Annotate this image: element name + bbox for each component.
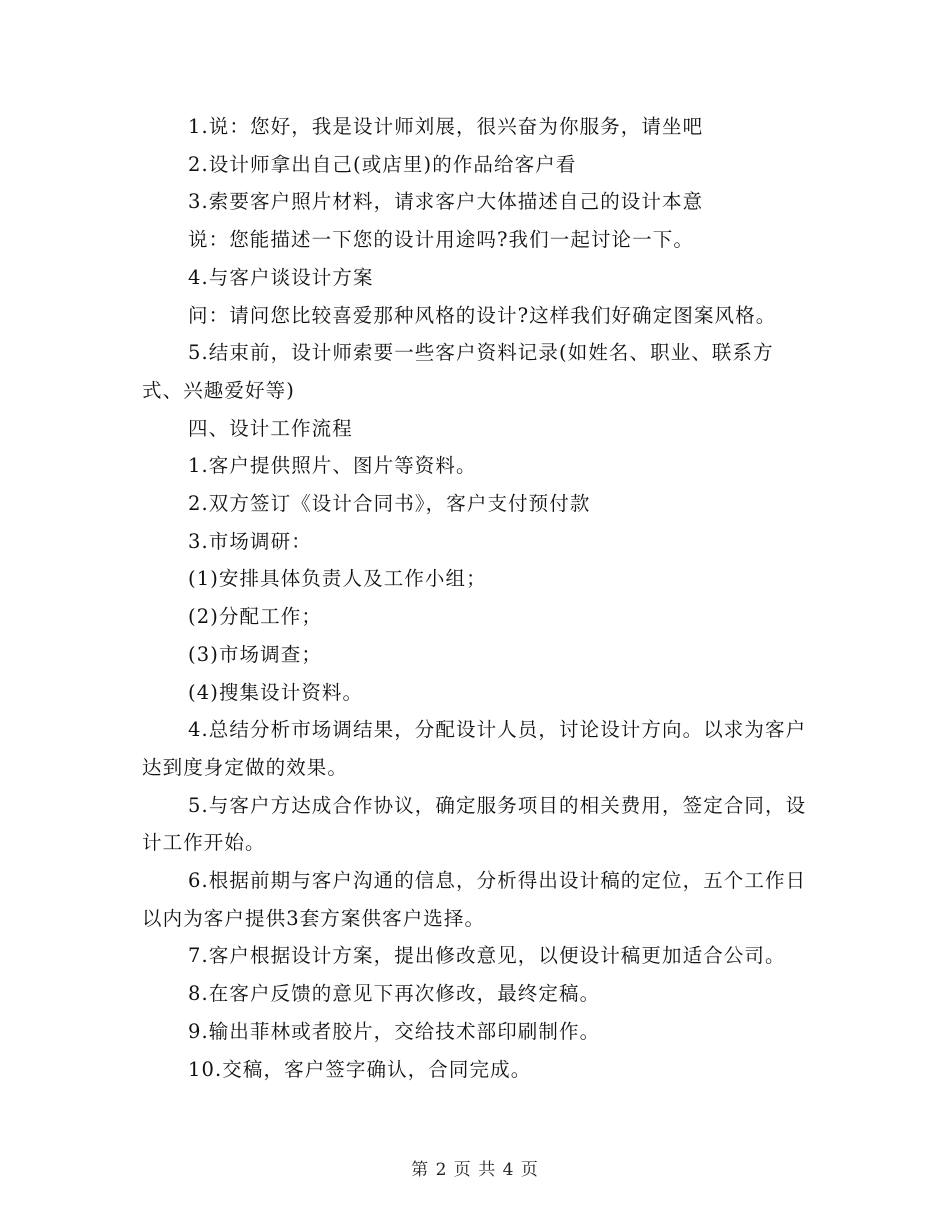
paragraph: 问：请问您比较喜爱那种风格的设计?这样我们好确定图案风格。 [188, 303, 777, 327]
list-item: (4)搜集设计资料。 [188, 680, 364, 704]
paragraph: 6.根据前期与客户沟通的信息，分析得出设计稿的定位，五个工作日以内为客户提供3套方案供客户选择。 [142, 869, 807, 930]
list-item: (3)市场调查； [188, 642, 322, 666]
page-number-footer: 第 2 页 共 4 页 [411, 1160, 539, 1180]
paragraph: 10.交稿，客户签字确认，合同完成。 [188, 1057, 532, 1081]
paragraph: 1.客户提供照片、图片等资料。 [188, 454, 477, 478]
paragraph: 3.索要客户照片材料，请求客户大体描述自己的设计本意 [188, 190, 704, 214]
paragraph: 3.市场调研： [188, 529, 312, 553]
paragraph: 4.与客户谈设计方案 [188, 265, 374, 289]
paragraph: 2.双方签订《设计合同书》，客户支付预付款 [188, 492, 591, 516]
list-item: (2)分配工作； [188, 605, 322, 629]
document-body [142, 108, 810, 1088]
paragraph: 9.输出菲林或者胶片，交给技术部印刷制作。 [188, 1019, 601, 1043]
paragraph: 5.结束前，设计师索要一些客户资料记录(如姓名、职业、联系方式、兴趣爱好等) [142, 341, 774, 402]
paragraph: 5.与客户方达成合作协议，确定服务项目的相关费用，签定合同，设计工作开始。 [142, 793, 807, 855]
list-item: (1)安排具体负责人及工作小组； [188, 567, 487, 591]
paragraph: 4.总结分析市场调结果，分配设计人员，讨论设计方向。以求为客户达到度身定做的效果。 [142, 718, 807, 779]
paragraph: 2.设计师拿出自己(或店里)的作品给客户看 [188, 152, 577, 176]
section-heading: 四、设计工作流程 [188, 416, 353, 440]
paragraph: 7.客户根据设计方案，提出修改意见，以便设计稿更加适合公司。 [188, 944, 786, 968]
paragraph: 说：您能描述一下您的设计用途吗?我们一起讨论一下。 [188, 228, 694, 252]
paragraph: 8.在客户反馈的意见下再次修改，最终定稿。 [188, 982, 601, 1006]
paragraph: 1.说：您好，我是设计师刘展，很兴奋为你服务，请坐吧 [188, 115, 704, 138]
